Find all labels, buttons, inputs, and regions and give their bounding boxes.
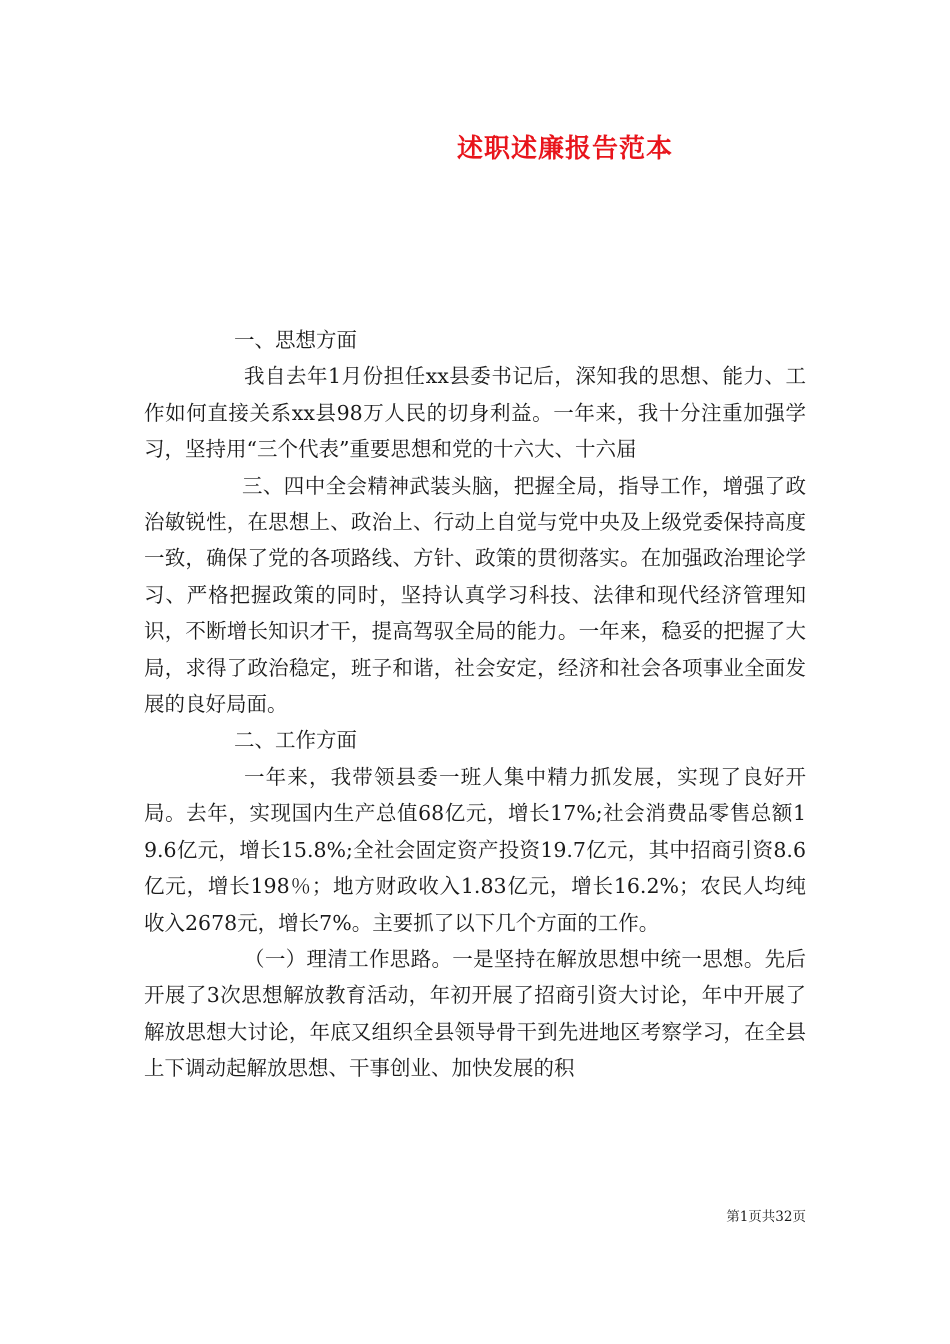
paragraph-ideology-2: 三、四中全会精神武装头脑，把握全局，指导工作，增强了政治敏锐性，在思想上、政治上、行动上自觉与党中央及上级党委保持高度一致，确保了党的各项路线、方针、政策的贯彻落实。在加强政治理论学习、严格把握政策的同时，坚持认真学习科技、法律和现代经济管理知识，不断增长知识才干，提高驾驭全局的能力。一年来，稳妥的把握了大局，求得了政治稳定，班子和谐，社会安定，经济和社会各项事业全面发展的良好局面。 — [144, 473, 806, 717]
paragraph-ideology-1: 我自去年1月份担任xx县委书记后，深知我的思想、能力、工作如何直接关系xx县98万人民的切身利益。一年来，我十分注重加强学习，坚持用“三个代表”重要思想和党的十六大、十六届 — [144, 364, 806, 462]
section-heading-ideology: 一、思想方面 — [234, 328, 357, 352]
page-number-footer: 第1页共32页 — [726, 1209, 806, 1225]
section-heading-work: 二、工作方面 — [234, 728, 357, 753]
paragraph-work-2: （一）理清工作思路。一是坚持在解放思想中统一思想。先后开展了3次思想解放教育活动，年初开展了招商引资大讨论，年中开展了解放思想大讨论，年底又组织全县领导骨干到先进地区考察学习，在全县上下调动起解放思想、干事创业、加快发展的积 — [144, 946, 806, 1081]
document-title: 述职述廉报告范本 — [456, 134, 673, 164]
document-body — [144, 322, 806, 1087]
paragraph-work-1: 一年来，我带领县委一班人集中精力抓发展，实现了良好开局。去年，实现国内生产总值68亿元，增长17%;社会消费品零售总额19.6亿元，增长15.8%;全社会固定资产投资19.7亿元，其中招商引资8.6亿元，增长198％；地方财政收入1.83亿元，增长16.2%；农民人均纯收入2678元，增长7%。主要抓了以下几个方面的工作。 — [144, 764, 806, 935]
